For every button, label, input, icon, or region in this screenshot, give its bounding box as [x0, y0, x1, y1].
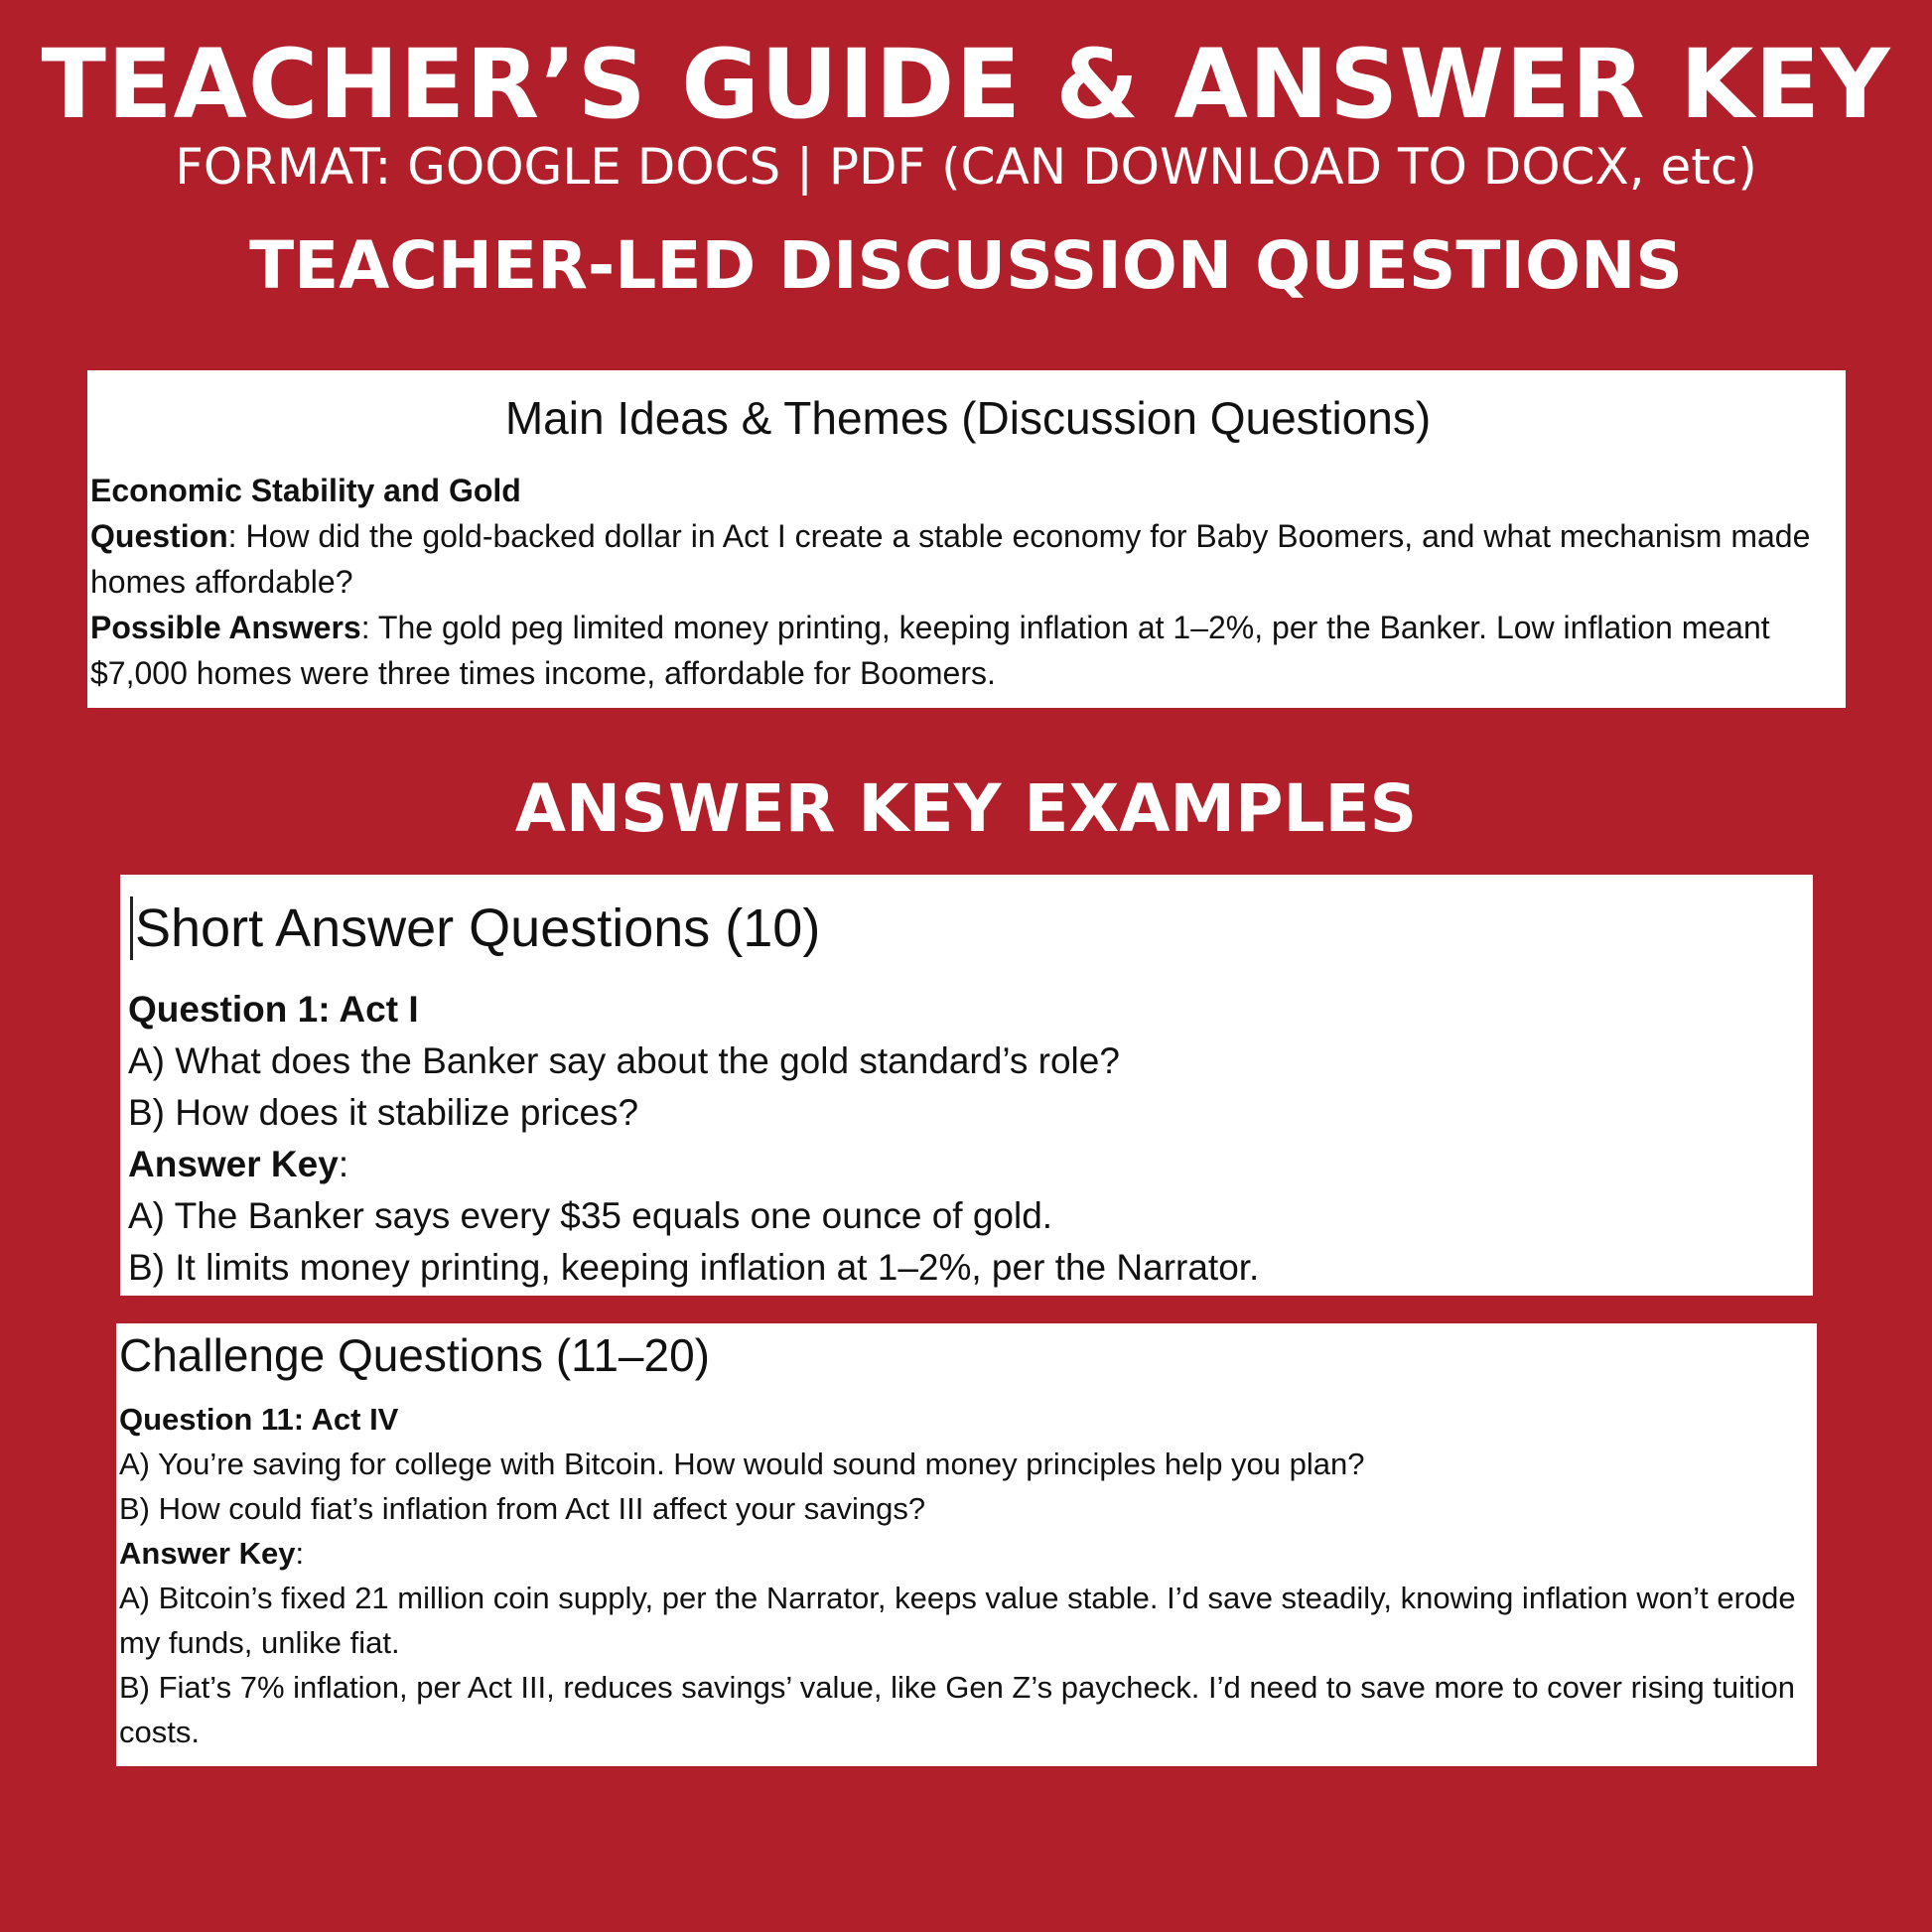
short-answer-key — [128, 1139, 1813, 1190]
challenge-question-a: A) You’re saving for college with Bitcoin. How would sound money principles help you plan? — [119, 1447, 1365, 1481]
short-question-a: A) What does the Banker say about the gold standard’s role? — [128, 1040, 1120, 1081]
answers-text: : The gold peg limited money printing, keeping inflation at 1–2%, per the Banker. Low inflation meant $7,000 homes were three times income, affordable for Boomers. — [90, 610, 1770, 691]
short-answer-key-colon: : — [338, 1144, 349, 1184]
challenge-answer-a: A) Bitcoin’s fixed 21 million coin supply, per the Narrator, keeps value stable. I’d save steadily, knowing inflation won’t erode my funds, unlike fiat. — [119, 1581, 1796, 1660]
challenge-answer-key-colon: : — [295, 1536, 305, 1571]
challenge-answer-key — [119, 1531, 1817, 1576]
answer-key-heading: ANSWER KEY EXAMPLES — [514, 770, 1418, 847]
topic-label: Economic Stability and Gold — [90, 473, 521, 508]
discussion-card — [87, 370, 1846, 708]
question-text: : How did the gold-backed dollar in Act I create a stable economy for Baby Boomers, and what mechanism made homes affordable? — [90, 518, 1811, 600]
short-question-b: B) How does it stabilize prices? — [128, 1092, 639, 1133]
challenge-question-b: B) How could fiat’s inflation from Act III affect your savings? — [119, 1491, 926, 1526]
discussion-answers — [90, 605, 1846, 696]
discussion-card-title: Main Ideas & Themes (Discussion Questions) — [504, 392, 1432, 444]
format-subtitle: FORMAT: GOOGLE DOCS | PDF (CAN DOWNLOAD TO DOCX, etc) — [175, 138, 1757, 196]
challenge-title: Challenge Questions (11–20) — [119, 1329, 710, 1381]
short-answer-b: B) It limits money printing, keeping inflation at 1–2%, per the Narrator. — [128, 1247, 1260, 1288]
discussion-question — [90, 513, 1846, 605]
challenge-answer-key-label: Answer Key — [119, 1536, 296, 1571]
challenge-answer-b: B) Fiat’s 7% inflation, per Act III, reduces savings’ value, like Gen Z’s paycheck. I’d need to save more to cover rising tuition costs. — [119, 1670, 1796, 1749]
challenge-card — [116, 1323, 1817, 1766]
short-answer-card — [120, 875, 1813, 1296]
short-answer-key-label: Answer Key — [128, 1144, 339, 1184]
short-question-label: Question 1: Act I — [128, 989, 419, 1030]
page-title: TEACHER’S GUIDE & ANSWER KEY — [41, 29, 1891, 140]
answers-label: Possible Answers — [90, 610, 361, 645]
short-answer-a: A) The Banker says every $35 equals one ounce of gold. — [128, 1195, 1053, 1236]
question-label: Question — [90, 518, 228, 554]
short-answer-title: Short Answer Questions (10) — [130, 897, 1813, 960]
discussion-heading: TEACHER-LED DISCUSSION QUESTIONS — [249, 227, 1683, 304]
challenge-question-label: Question 11: Act IV — [119, 1402, 399, 1437]
